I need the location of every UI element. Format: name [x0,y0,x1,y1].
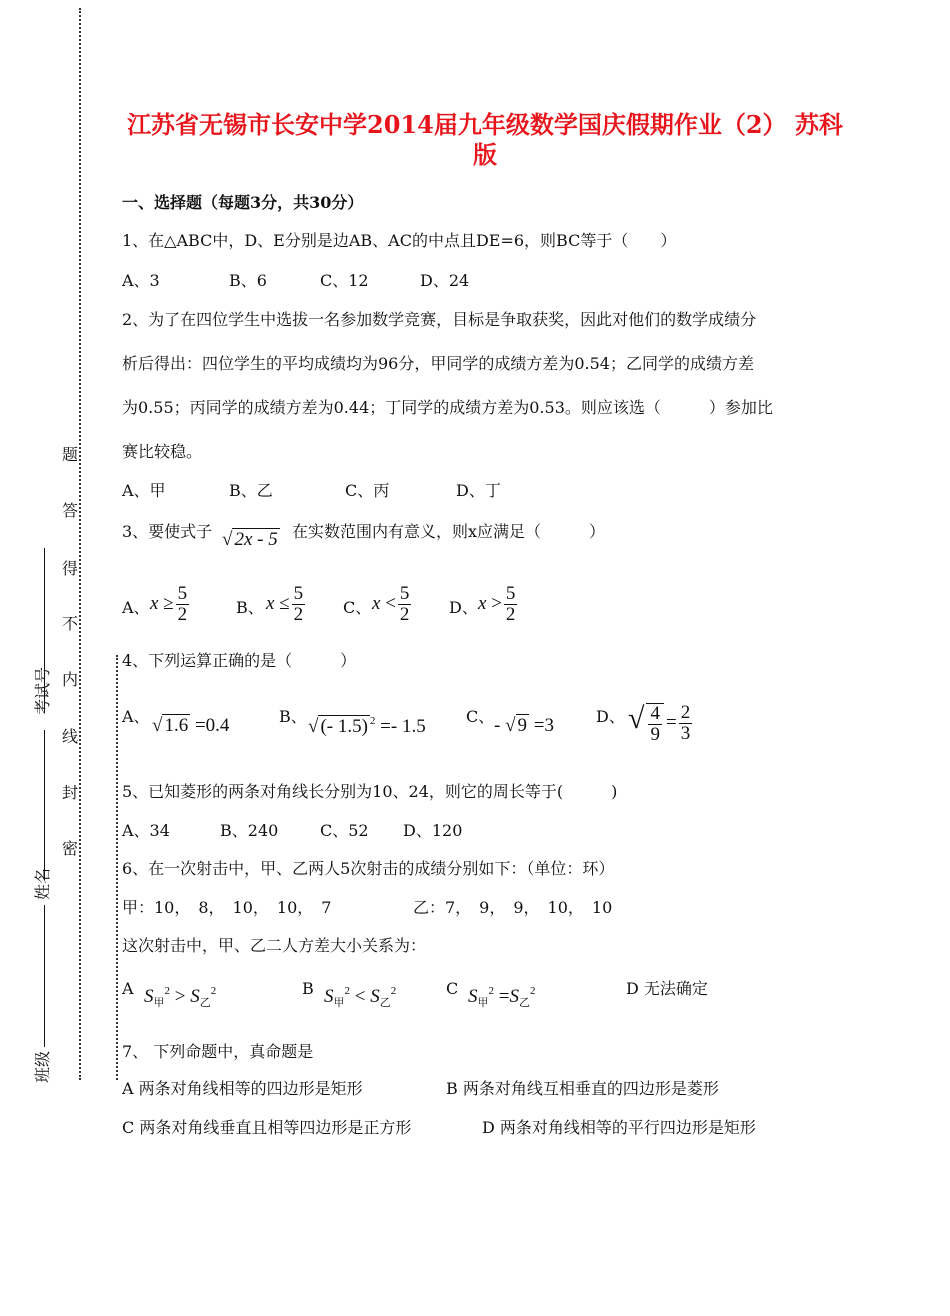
q4-option-b-label: B、 [279,707,307,726]
q6-jia-scores: 甲：10， 8， 10， 10， 7 [122,898,332,917]
q6-option-b-expr [324,985,396,1010]
q6-op: < [354,986,366,1007]
q6-option-d: D 无法确定 [626,979,708,998]
q3-option-a-expr [150,584,191,625]
q3-op: ≤ [279,592,290,614]
q2-option-d: D、丁 [456,481,501,500]
q2-option-a: A、甲 [122,481,166,500]
q3-num: 5 [177,583,188,604]
q3-num: 5 [399,583,410,604]
q6-exp: 2 [210,985,217,997]
q6-question: 这次射击中，甲、乙二人方差大小关系为： [122,936,427,955]
q3-option-d-label: D、 [449,598,478,617]
seal-char: 内 [61,670,78,689]
binding-dotted-line [79,8,81,1080]
q6-exp: 2 [390,985,397,997]
q4-d-rden: 3 [680,723,691,745]
q6-s: S [190,986,200,1007]
page-title: 江苏省无锡市长安中学2014届九年级数学国庆假期作业（2） 苏科 [127,110,843,139]
q4-option-c-label: C、 [466,707,495,726]
seal-char: 密 [61,839,78,858]
q3-option-d-expr [478,584,519,625]
q6-jia-sub: 甲 [477,997,489,1009]
q3-num: 5 [505,583,516,604]
q5-option-d: D、120 [403,821,463,840]
seal-char: 线 [61,727,78,746]
q6-option-c-label: C [446,979,459,998]
q3-den: 2 [177,604,188,625]
q3-op: ≥ [163,592,174,614]
seal-char: 得 [61,559,78,578]
q3-op: < [385,592,396,614]
q3-option-c-label: C、 [343,598,372,617]
q5-stem: 5、已知菱形的两条对角线长分别为10、24，则它的周长等于( ) [122,782,618,801]
q1-option-d: D、24 [420,271,470,290]
q4-c-minus: - [494,715,501,736]
q3-var: x [266,592,275,614]
q2-line: 赛比较稳。 [122,442,203,461]
q3-option-b-expr [266,584,307,625]
q3-var: x [372,592,381,614]
class-underline [44,905,45,1047]
q4-b-rhs: =- 1.5 [380,716,426,737]
q4-option-a-expr: √ 1.6 =0.4 [152,715,230,736]
name-underline [44,730,45,880]
q6-yi-scores: 乙：7， 9， 9， 10， 10 [413,898,613,917]
exam-no-underline [44,548,45,713]
q6-option-a-expr [144,985,216,1010]
q3-den: 2 [399,604,410,625]
q6-s: S [509,986,519,1007]
q3-option-c-expr [372,584,413,625]
q4-option-d-expr: √ $\frac{4}{9}$ = $\frac{2}{3}$ [628,702,691,745]
q6-option-a-label: A [122,979,134,998]
q2-line: 析后得出：四位学生的平均成绩均为96分，甲同学的成绩方差为0.54；乙同学的成绩方差 [122,354,754,373]
q6-exp: 2 [344,985,350,997]
q2-line: 为0.55；丙同学的成绩方差为0.44；丁同学的成绩方差为0.53。则应该选（ ）参加比 [122,398,773,417]
q3-stem-post: 在实数范围内有意义，则x应满足（ ） [292,522,606,541]
name-label: 姓名 [33,867,52,900]
q2-option-b: B、乙 [229,481,273,500]
q3-den: 2 [293,604,304,625]
q6-jia-sub: 甲 [333,997,345,1009]
q3-stem-pre: 3、要使式子 [122,522,213,541]
q6-exp: 2 [488,985,494,997]
class-label: 班级 [33,1050,52,1083]
q7-option-d: D 两条对角线相等的平行四边形是矩形 [482,1118,756,1137]
q6-op: > [174,986,186,1007]
q3-option-b-label: B、 [236,598,264,617]
q3-den: 2 [505,604,516,625]
q4-a-radicand: 1.6 [164,715,189,736]
q6-exp: 2 [164,985,170,997]
q4-d-eq: = [665,712,677,733]
q4-option-d-label: D、 [596,707,625,726]
seal-char: 答 [61,501,78,520]
seal-char: 封 [61,783,78,802]
q6-jia-sub: 甲 [153,997,165,1009]
q6-option-c-expr [468,985,535,1010]
q6-option-b-label: B [302,979,314,998]
q7-stem: 7、 下列命题中，真命题是 [122,1042,314,1061]
q3-option-a-label: A、 [122,598,150,617]
q3-radicand: 2x - 5 [234,529,278,550]
page-title-cont: 版 [473,140,497,169]
seal-char: 题 [61,445,78,464]
q4-b-radicand: (- 1.5) [320,716,368,737]
q4-d-den: 9 [650,723,660,745]
q4-c-radicand: 9 [517,715,528,736]
q5-option-b: B、240 [220,821,279,840]
q5-option-c: C、52 [320,821,369,840]
q4-stem: 4、下列运算正确的是（ ） [122,651,357,670]
q6-s: S [324,986,334,1007]
q6-yi-sub: 乙 [199,997,211,1009]
q6-stem: 6、在一次射击中，甲、乙两人5次射击的成绩分别如下：（单位：环） [122,859,615,878]
q6-exp: 2 [529,985,536,997]
q4-a-rhs: =0.4 [194,715,230,736]
q4-d-num: 4 [650,702,660,724]
q4-c-rhs: =3 [533,715,554,736]
q2-option-c: C、丙 [345,481,390,500]
q3-var: x [150,592,159,614]
q6-s: S [370,986,380,1007]
q2-line: 2、为了在四位学生中选拔一名参加数学竞赛，目标是争取获奖，因此对他们的数学成绩分 [122,310,757,329]
q1-option-c: C、12 [320,271,369,290]
seal-char: 不 [61,614,78,633]
section-heading: 一、选择题（每题3分，共30分） [122,193,364,212]
q3-num: 5 [293,583,304,604]
exam-no-label: 考试号 [33,666,52,715]
q4-b-exponent: 2 [369,715,376,727]
q6-s: S [468,986,478,1007]
q4-option-b-expr: √ (- 1.5) $^2$ =- 1.5 [308,715,426,737]
q6-yi-sub: 乙 [518,997,530,1009]
inner-dotted-line [116,655,118,1080]
q3-var: x [478,592,487,614]
q7-option-b: B 两条对角线互相垂直的四边形是菱形 [446,1079,719,1098]
q3-radical: √ 2x - 5 [222,529,278,550]
q7-option-c: C 两条对角线垂直且相等四边形是正方形 [122,1118,412,1137]
q4-option-a-label: A、 [122,707,150,726]
q1-option-a: A、3 [122,271,160,290]
q4-d-rnum: 2 [680,702,691,724]
q3-op: > [491,592,502,614]
q6-op: = [498,986,510,1007]
q6-s: S [144,986,154,1007]
q7-option-a: A 两条对角线相等的四边形是矩形 [122,1079,363,1098]
q5-option-a: A、34 [122,821,170,840]
q1-option-b: B、6 [229,271,267,290]
q4-option-c-expr: - √ 9 =3 [494,715,554,736]
q6-yi-sub: 乙 [379,997,391,1009]
q1-stem: 1、在△ABC中，D、E分别是边AB、AC的中点且DE=6，则BC等于（ ） [122,231,677,250]
